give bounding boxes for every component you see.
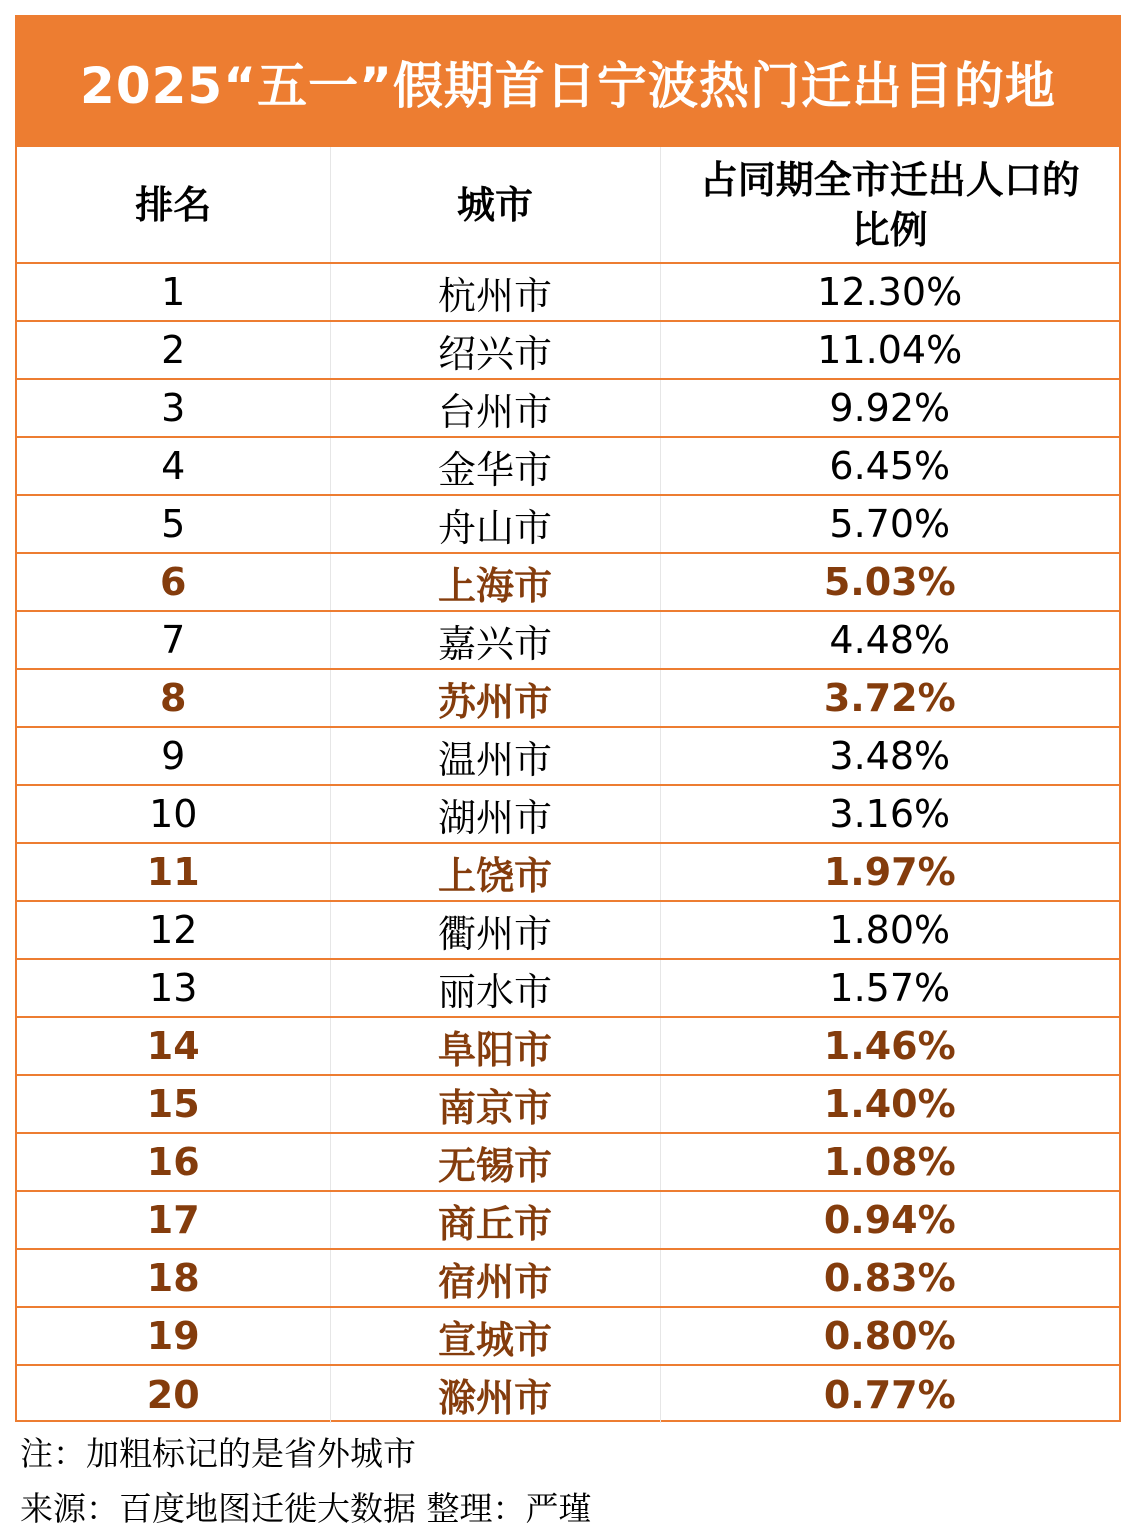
cell-city: 杭州市 [330,263,660,321]
cell-ratio: 11.04% [660,321,1119,379]
cell-rank: 16 [17,1133,330,1191]
cell-ratio: 1.08% [660,1133,1119,1191]
cell-city: 衢州市 [330,901,660,959]
cell-city: 嘉兴市 [330,611,660,669]
cell-ratio: 6.45% [660,437,1119,495]
cell-city: 丽水市 [330,959,660,1017]
table-row [17,553,1119,611]
table-row [17,1075,1119,1133]
cell-rank: 3 [17,379,330,437]
cell-city: 金华市 [330,437,660,495]
cell-ratio: 1.40% [660,1075,1119,1133]
source-note: 来源：百度地图迁徙大数据 整理：严瑾 [20,1489,592,1528]
cell-rank: 5 [17,495,330,553]
cell-city: 绍兴市 [330,321,660,379]
cell-ratio: 1.80% [660,901,1119,959]
cell-ratio: 1.57% [660,959,1119,1017]
header-city: 城市 [330,147,660,263]
table-header [17,147,1119,263]
table-row [17,901,1119,959]
cell-rank: 20 [146,1372,200,1417]
cell-city: 阜阳市 [330,1017,660,1075]
header-ratio: 占同期全市迁出人口的比例 [660,147,1119,263]
cell-ratio: 0.77% [660,1365,1119,1423]
cell-ratio: 3.48% [660,727,1119,785]
cell-ratio: 3.72% [660,669,1119,727]
cell-city: 温州市 [330,727,660,785]
cell-rank: 9 [17,727,330,785]
table-row [17,321,1119,379]
table-row [17,843,1119,901]
table-row [17,1307,1119,1365]
table-row [17,669,1119,727]
table-row [17,1365,1119,1423]
cell-rank: 13 [17,959,330,1017]
cell-city: 苏州市 [330,669,660,727]
cell-rank: 7 [17,611,330,669]
cell-ratio: 0.83% [660,1249,1119,1307]
cell-rank: 4 [17,437,330,495]
cell-rank: 11 [17,843,330,901]
cell-city: 舟山市 [330,495,660,553]
table-row [17,379,1119,437]
table-row [17,263,1119,321]
cell-city: 商丘市 [330,1191,660,1249]
table-frame [15,15,1121,1422]
cell-rank: 2 [17,321,330,379]
cell-rank: 15 [17,1075,330,1133]
cell-city: 南京市 [330,1075,660,1133]
cell-city: 台州市 [330,379,660,437]
cell-ratio: 0.94% [660,1191,1119,1249]
cell-rank: 14 [17,1017,330,1075]
cell-ratio: 3.16% [660,785,1119,843]
cell-ratio: 1.46% [660,1017,1119,1075]
cell-rank: 19 [17,1307,330,1365]
footnote: 注：加粗标记的是省外城市 [20,1434,416,1473]
cell-city: 滁州市 [330,1365,660,1423]
cell-rank: 18 [17,1249,330,1307]
cell-ratio: 12.30% [660,263,1119,321]
cell-city: 上海市 [330,553,660,611]
header-rank: 排名 [17,147,330,263]
cell-rank: 12 [17,901,330,959]
cell-city: 无锡市 [330,1133,660,1191]
table-row [17,1249,1119,1307]
header-row [17,147,1119,263]
table-body [17,263,1119,1423]
cell-ratio: 1.97% [660,843,1119,901]
cell-ratio: 9.92% [660,379,1119,437]
cell-ratio: 0.80% [660,1307,1119,1365]
table-row [17,785,1119,843]
table-row [17,1133,1119,1191]
table-row [17,437,1119,495]
table-row [17,959,1119,1017]
table-row [17,611,1119,669]
table-row [17,1017,1119,1075]
cell-ratio: 5.03% [660,553,1119,611]
table-row [17,727,1119,785]
destination-table [17,147,1119,1423]
cell-rank: 17 [17,1191,330,1249]
page-title: 2025“五一”假期首日宁波热门迁出目的地 [17,17,1119,147]
table-row [17,495,1119,553]
table-row [17,1191,1119,1249]
cell-city: 湖州市 [330,785,660,843]
cell-ratio: 5.70% [660,495,1119,553]
cell-city: 宣城市 [330,1307,660,1365]
cell-city: 上饶市 [330,843,660,901]
cell-rank: 8 [17,669,330,727]
cell-rank: 6 [17,553,330,611]
cell-city: 宿州市 [330,1249,660,1307]
cell-rank: 10 [17,785,330,843]
cell-rank: 1 [17,263,330,321]
cell-ratio: 4.48% [660,611,1119,669]
